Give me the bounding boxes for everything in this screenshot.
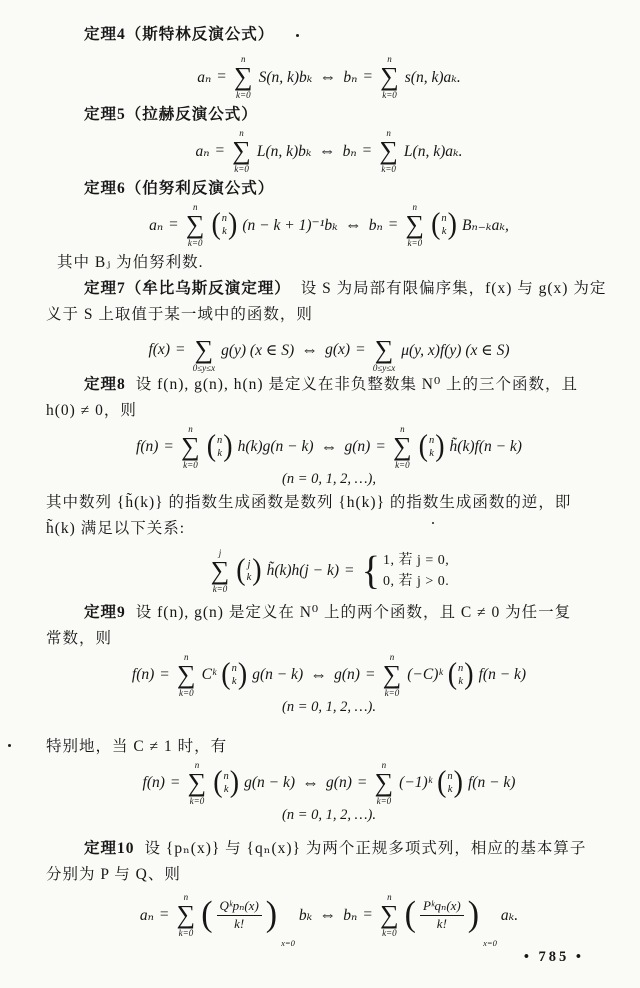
binom-top: n xyxy=(447,770,453,782)
sigma-symbol: ∑ xyxy=(379,136,398,165)
cases-group xyxy=(362,550,450,592)
evaluation-subscript: x=0 xyxy=(483,938,497,948)
sigma-symbol: ∑ xyxy=(374,768,394,797)
sum-lower-limit: k=0 xyxy=(382,90,397,100)
left-paren: ( xyxy=(404,894,416,934)
sigma-symbol: ∑ xyxy=(210,556,230,585)
sum-lower-limit: k=0 xyxy=(178,928,194,938)
summation xyxy=(186,202,205,249)
right-paren: ) xyxy=(237,658,248,692)
denominator: k! xyxy=(217,915,262,933)
sigma-symbol: ∑ xyxy=(187,768,207,797)
scan-speck xyxy=(8,744,11,747)
summation xyxy=(380,54,399,101)
binom-top: n xyxy=(217,434,223,446)
sum-upper-limit: n xyxy=(400,423,405,434)
left-paren: ( xyxy=(418,430,428,464)
sum-upper-limit: n xyxy=(387,891,392,902)
iff-symbol: ⇔ xyxy=(301,340,319,359)
iff-symbol: ⇔ xyxy=(319,67,337,86)
binom-top: n xyxy=(441,212,447,224)
sigma-symbol: ∑ xyxy=(380,62,399,91)
binom-top: n xyxy=(428,434,435,446)
sigma-symbol: ∑ xyxy=(382,660,402,689)
sum-lower-limit: k=0 xyxy=(236,90,251,100)
right-paren: ) xyxy=(435,430,445,464)
sigma-symbol: ∑ xyxy=(232,136,251,165)
sum-lower-limit: k=0 xyxy=(187,238,203,248)
theorem-6-formula xyxy=(46,202,612,248)
lhs-term: aₙ xyxy=(139,906,154,924)
sum-lower-limit: k=0 xyxy=(376,796,392,806)
sum-lower-limit: k=0 xyxy=(212,584,228,594)
sigma-symbol: ∑ xyxy=(181,432,200,461)
theorem-7-heading xyxy=(46,276,612,302)
sigma-symbol: ∑ xyxy=(234,62,253,91)
right-paren: ) xyxy=(447,208,457,242)
theorem-8-text-line: h(0) ≠ 0，则 xyxy=(46,402,137,419)
left-paren: ( xyxy=(431,208,441,242)
summation xyxy=(383,652,402,699)
equals-sign: = xyxy=(357,774,367,791)
theorem-7-title: 定理7（牟比乌斯反演定理） xyxy=(84,280,291,297)
binomial-coefficient xyxy=(211,208,238,242)
coefficient: (−C)ᵏ xyxy=(407,666,443,683)
left-paren: ( xyxy=(447,658,458,692)
right-paren: ) xyxy=(453,766,463,800)
summation xyxy=(379,128,398,175)
coefficient: (−1)ᵏ xyxy=(399,774,433,791)
binomial-coefficient xyxy=(418,430,445,464)
theorem-8-title: 定理8 xyxy=(84,376,126,393)
sum-body: μ(y, x)f(y) (x ∈ S) xyxy=(401,341,510,359)
sum-lower-limit: 0≤y≤x xyxy=(372,362,396,373)
sigma-symbol: ∑ xyxy=(405,210,425,239)
sum-body: aₖ. xyxy=(500,906,519,924)
note-text: 其中 Bⱼ 为伯努利数. xyxy=(57,254,204,271)
sum-body: g(n − k) xyxy=(244,774,296,791)
sum-body: f(n − k) xyxy=(478,666,527,683)
theorem-8-relation xyxy=(46,544,612,598)
theorem-8-range: (n = 0, 1, 2, …), xyxy=(282,471,376,487)
equals-sign: = xyxy=(363,68,373,85)
denominator: k! xyxy=(420,915,464,933)
theorem-4-formula xyxy=(46,53,612,100)
sum-lower-limit: k=0 xyxy=(382,928,397,938)
summation xyxy=(380,892,399,939)
right-paren: ) xyxy=(228,208,238,242)
theorem-10-text-line: 分别为 P 与 Q、则 xyxy=(46,866,181,883)
rhs-term: bₙ xyxy=(343,68,358,86)
theorem-7-formula xyxy=(46,330,612,373)
sum-lower-limit: k=0 xyxy=(189,796,205,806)
binom-bottom: k xyxy=(441,226,447,237)
cases-brace: { xyxy=(361,548,380,593)
sigma-symbol: ∑ xyxy=(185,210,205,239)
sum-lower-limit: k=0 xyxy=(407,238,423,248)
sum-upper-limit: n xyxy=(387,53,392,64)
theorem-9-special-formula xyxy=(46,760,612,806)
sigma-symbol: ∑ xyxy=(393,432,412,461)
lhs-term: aₙ xyxy=(195,142,210,160)
sum-upper-limit: n xyxy=(188,423,193,434)
scan-speck xyxy=(296,34,299,37)
sum-upper-limit: j xyxy=(218,547,222,558)
binom-bottom: k xyxy=(246,572,252,583)
theorem-10-intro: 设 {pₙ(x)} 与 {qₙ(x)} 为两个正规多项式列，相应的基本算子 xyxy=(144,840,587,857)
sum-upper-limit: n xyxy=(412,201,418,212)
rhs-term: g(n) xyxy=(326,774,352,791)
theorem-8-intro: 设 f(n), g(n), h(n) 是定义在非负整数集 N⁰ 上的三个函数，且 xyxy=(135,376,579,393)
theorem-8-heading xyxy=(46,372,612,398)
theorem-9-text xyxy=(46,626,612,652)
iff-symbol: ⇔ xyxy=(302,773,320,792)
equals-sign: = xyxy=(217,68,227,85)
para-text: 其中数列 {h̃(k)} 的指数生成函数是数列 {h(k)} 的指数生成函数的逆，即 xyxy=(46,494,572,511)
lhs-term: aₙ xyxy=(149,216,164,234)
theorem-7-text xyxy=(46,302,612,328)
lhs-term: f(x) xyxy=(148,341,170,358)
sum-lower-limit: k=0 xyxy=(384,688,400,698)
rhs-term: g(x) xyxy=(325,341,351,358)
equals-sign: = xyxy=(159,906,169,923)
page-number: • 785 • xyxy=(523,949,584,965)
right-paren: ) xyxy=(467,894,480,934)
sum-body: Bₙ₋ₖaₖ, xyxy=(461,216,509,234)
sum-upper-limit: n xyxy=(194,759,200,770)
lhs-term: f(n) xyxy=(131,666,155,683)
equals-sign: = xyxy=(363,906,373,923)
theorem-7-intro: 设 S 为局部有限偏序集，f(x) 与 g(x) 为定 xyxy=(300,280,607,297)
theorem-9-special-range: (n = 0, 1, 2, …). xyxy=(282,807,376,823)
binom-top: n xyxy=(221,212,228,224)
binom-bottom: k xyxy=(217,448,222,459)
numerator: Qᵏpₙ(x) xyxy=(219,897,259,913)
sum-upper-limit: n xyxy=(239,127,244,138)
sum-body: L(n, k)bₖ xyxy=(256,142,312,160)
sum-body: f(n − k) xyxy=(467,774,516,791)
right-paren: ) xyxy=(229,766,240,800)
binom-bottom: k xyxy=(231,676,237,687)
lhs-term: aₙ xyxy=(197,68,212,86)
right-paren: ) xyxy=(223,430,233,464)
theorem-6-note xyxy=(46,250,612,276)
iff-symbol: ⇔ xyxy=(344,215,362,234)
sum-lower-limit: k=0 xyxy=(381,164,396,174)
iff-symbol: ⇔ xyxy=(318,141,336,160)
sum-body: (n − k + 1)⁻¹bₖ xyxy=(242,216,338,234)
sum-lower-limit: k=0 xyxy=(183,460,198,470)
left-paren: ( xyxy=(221,658,231,692)
sum-body: g(n − k) xyxy=(252,666,304,683)
equals-sign: = xyxy=(362,142,372,159)
fraction xyxy=(217,898,262,933)
right-paren: ) xyxy=(464,658,474,692)
sum-upper-limit: n xyxy=(192,201,198,212)
sigma-symbol: ∑ xyxy=(177,660,196,689)
equals-sign: = xyxy=(376,438,386,455)
right-paren: ) xyxy=(265,894,278,934)
numerator: Pᵏqₙ(x) xyxy=(422,897,461,913)
left-paren: ( xyxy=(437,766,447,800)
equals-sign: = xyxy=(215,142,225,159)
binom-bottom: k xyxy=(447,784,453,795)
iff-symbol: ⇔ xyxy=(320,437,338,456)
binomial-coefficient xyxy=(236,554,262,588)
sum-lower-limit: 0≤y≤x xyxy=(192,362,216,373)
case-line: 1, 若 j = 0, xyxy=(383,553,450,568)
summation xyxy=(181,424,200,471)
equals-sign: = xyxy=(170,774,180,791)
lhs-term: f(n) xyxy=(142,774,165,791)
binomial-coefficient xyxy=(221,658,248,692)
rhs-term: g(n) xyxy=(334,666,360,683)
sum-body: h(k)g(n − k) xyxy=(237,438,314,455)
theorem-6-title: 定理6（伯努利反演公式） xyxy=(84,180,275,197)
theorem-10-title: 定理10 xyxy=(84,840,135,857)
sum-lower-limit: k=0 xyxy=(179,688,194,698)
binomial-coefficient xyxy=(206,430,233,464)
binomial-coefficient xyxy=(437,766,463,800)
summation xyxy=(373,327,395,373)
sum-lower-limit: k=0 xyxy=(234,164,249,174)
theorem-10-heading xyxy=(46,836,612,862)
rhs-term: g(n) xyxy=(344,438,371,455)
rhs-term: bₙ xyxy=(343,906,358,924)
right-paren: ) xyxy=(252,554,262,588)
equals-sign: = xyxy=(388,216,398,233)
theorem-5-title: 定理5（拉赫反演公式） xyxy=(84,106,258,123)
theorem-9-heading xyxy=(46,600,612,626)
summation xyxy=(406,202,425,249)
summation xyxy=(177,652,196,699)
sum-upper-limit: n xyxy=(386,127,391,138)
equals-sign: = xyxy=(175,341,185,358)
sigma-symbol: ∑ xyxy=(380,900,399,929)
binom-bottom: k xyxy=(458,676,463,687)
theorem-6-heading xyxy=(46,176,612,202)
theorem-9-title: 定理9 xyxy=(84,604,126,621)
equals-sign: = xyxy=(160,666,170,683)
binom-bottom: k xyxy=(223,784,229,795)
left-paren: ( xyxy=(206,430,217,464)
theorem-10-formula xyxy=(46,888,612,948)
binom-top: n xyxy=(458,662,464,674)
sum-upper-limit: n xyxy=(389,651,395,662)
equals-sign: = xyxy=(345,562,354,579)
sum-body: S(n, k)bₖ xyxy=(258,68,313,86)
sum-body: bₖ xyxy=(298,906,313,924)
theorem-4-heading xyxy=(46,22,612,48)
theorem-4-title: 定理4（斯特林反演公式） xyxy=(84,26,275,43)
summation xyxy=(211,548,230,595)
scan-speck xyxy=(432,522,434,524)
left-paren: ( xyxy=(213,766,223,800)
rhs-term: bₙ xyxy=(342,142,357,160)
left-paren: ( xyxy=(236,554,246,588)
theorem-8-para2 xyxy=(46,516,612,542)
left-paren: ( xyxy=(211,208,221,242)
theorem-9-intro: 设 f(n), g(n) 是定义在 N⁰ 上的两个函数，且 C ≠ 0 为任一复 xyxy=(135,604,572,621)
theorem-9-special-case xyxy=(46,734,612,760)
binom-bottom: k xyxy=(222,226,227,237)
summation xyxy=(177,892,196,939)
fraction xyxy=(420,898,464,933)
theorem-8-formula xyxy=(46,424,612,470)
sigma-symbol: ∑ xyxy=(194,334,214,364)
equals-sign: = xyxy=(169,216,178,233)
theorem-9-range: (n = 0, 1, 2, …). xyxy=(282,699,376,715)
binomial-coefficient xyxy=(447,658,474,692)
binomial-coefficient xyxy=(431,208,457,242)
summation xyxy=(375,760,394,807)
equals-sign: = xyxy=(365,666,375,683)
case-line: 0, 若 j > 0. xyxy=(383,574,450,589)
binom-top: n xyxy=(223,770,229,782)
summation xyxy=(232,128,251,175)
para-text: h̃(k) 满足以下关系: xyxy=(46,520,186,537)
sigma-symbol: ∑ xyxy=(176,900,196,929)
lhs-term: f(n) xyxy=(136,438,159,455)
sum-body: s(n, k)aₖ. xyxy=(404,68,461,86)
iff-symbol: ⇔ xyxy=(319,905,337,924)
summation xyxy=(393,424,412,471)
sum-upper-limit: n xyxy=(184,651,189,662)
sum-body: h̃(k)f(n − k) xyxy=(449,438,522,455)
theorem-10-text xyxy=(46,862,612,888)
iff-symbol: ⇔ xyxy=(310,665,328,684)
binom-top: j xyxy=(247,558,251,570)
theorem-5-heading xyxy=(46,102,612,128)
evaluation-subscript: x=0 xyxy=(281,938,295,948)
summation xyxy=(193,327,215,373)
sigma-symbol: ∑ xyxy=(374,334,394,364)
sum-body: L(n, k)aₖ. xyxy=(403,142,463,160)
theorem-5-formula xyxy=(46,127,612,174)
theorem-8-text xyxy=(46,398,612,424)
special-case-text: 特别地，当 C ≠ 1 时，有 xyxy=(46,738,228,755)
summation xyxy=(234,54,253,101)
binom-top: n xyxy=(231,662,237,674)
left-paren: ( xyxy=(201,894,213,934)
equals-sign: = xyxy=(164,438,174,455)
sum-lower-limit: k=0 xyxy=(395,460,410,470)
sum-upper-limit: n xyxy=(183,891,189,902)
sum-upper-limit: n xyxy=(241,53,246,64)
theorem-8-para1 xyxy=(46,490,612,516)
binom-bottom: k xyxy=(429,448,434,459)
rhs-term: bₙ xyxy=(368,216,383,234)
sum-body: g(y) (x ∈ S) xyxy=(221,341,295,359)
sum-body: h̃(k)h(j − k) xyxy=(266,562,339,579)
summation xyxy=(188,760,207,807)
theorem-9-formula xyxy=(46,652,612,698)
theorem-7-text-line: 义于 S 上取值于某一域中的函数，则 xyxy=(46,306,313,323)
equals-sign: = xyxy=(356,341,365,358)
sum-upper-limit: n xyxy=(381,759,387,770)
binomial-coefficient xyxy=(213,766,240,800)
coefficient: Cᵏ xyxy=(201,666,217,683)
theorem-9-text-line: 常数，则 xyxy=(46,630,113,647)
